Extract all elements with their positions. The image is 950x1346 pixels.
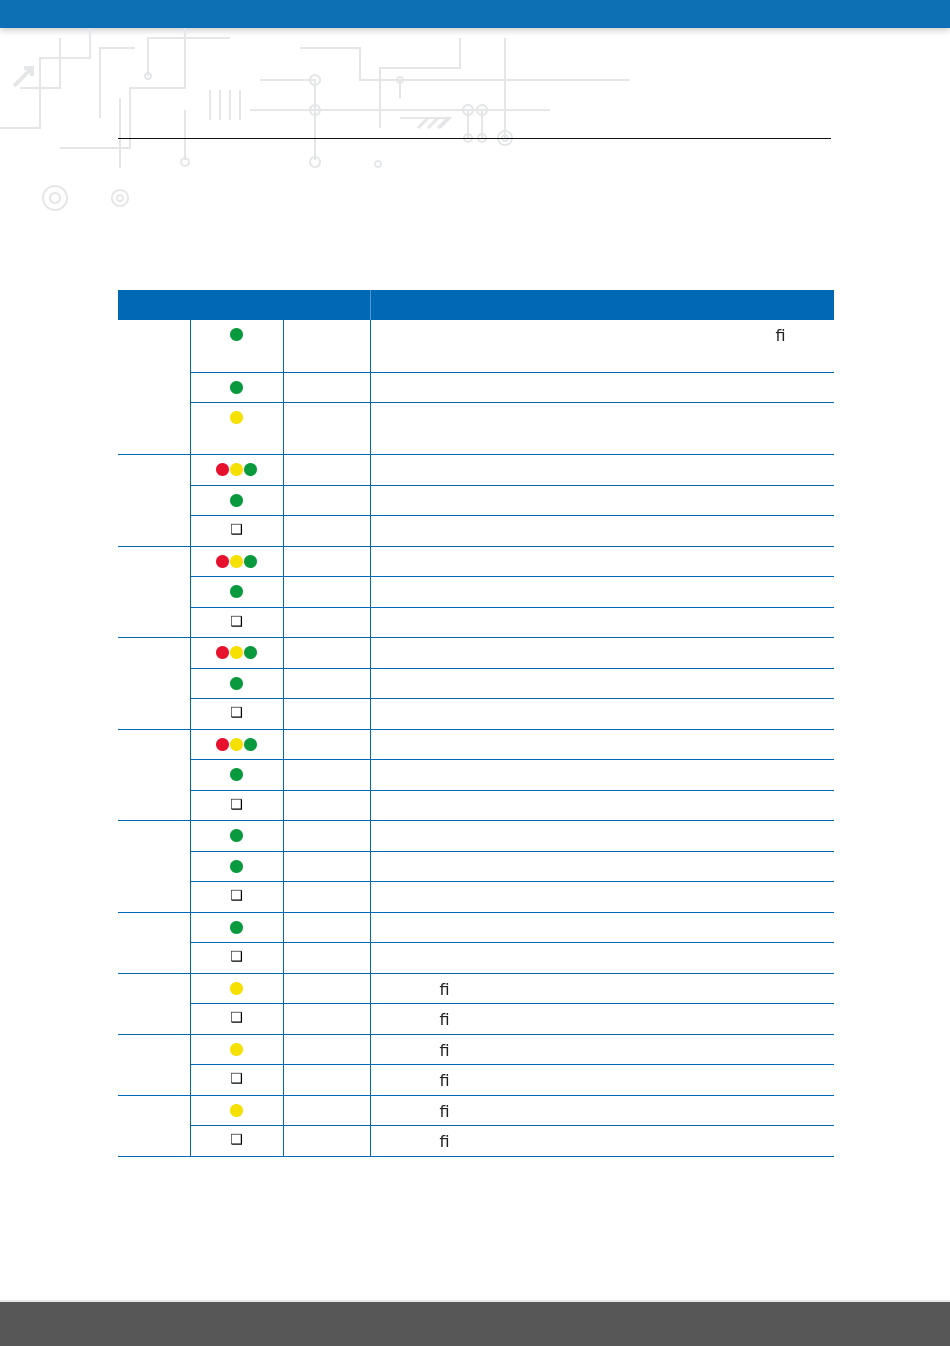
table-header-led	[118, 290, 370, 320]
table-row	[118, 372, 834, 403]
description-cell	[370, 790, 834, 821]
led-green-icon	[230, 860, 243, 873]
table-row	[118, 790, 834, 821]
led-indicator-cell	[190, 546, 283, 577]
led-red-icon	[216, 463, 229, 476]
state-cell	[283, 882, 370, 913]
table-row	[118, 516, 834, 547]
state-cell	[283, 638, 370, 669]
state-cell	[283, 1034, 370, 1065]
led-status-table	[118, 290, 834, 1157]
led-indicator-cell	[190, 760, 283, 791]
led-indicator-cell	[190, 516, 283, 547]
description-cell	[370, 1065, 834, 1096]
state-cell	[283, 546, 370, 577]
led-green-icon	[230, 921, 243, 934]
state-cell	[283, 790, 370, 821]
state-cell	[283, 973, 370, 1004]
table-row	[118, 760, 834, 791]
description-cell	[370, 1004, 834, 1035]
led-green-icon	[230, 829, 243, 842]
table-row	[118, 943, 834, 974]
group-cell	[118, 638, 190, 730]
state-cell	[283, 577, 370, 608]
header-rule	[118, 138, 831, 139]
table-row	[118, 851, 834, 882]
description-cell	[370, 729, 834, 760]
led-yellow-icon	[230, 411, 243, 424]
header-bar	[0, 0, 950, 28]
group-cell	[118, 320, 190, 455]
led-indicator-cell	[190, 821, 283, 852]
group-cell	[118, 729, 190, 821]
table-row	[118, 403, 834, 455]
led-indicator-cell	[190, 729, 283, 760]
led-green-icon	[230, 768, 243, 781]
state-cell	[283, 403, 370, 455]
led-yellow-icon	[230, 1043, 243, 1056]
group-cell	[118, 821, 190, 913]
description-text: fi	[439, 1040, 450, 1060]
table-row	[118, 668, 834, 699]
led-indicator-cell	[190, 455, 283, 486]
led-indicator-cell	[190, 1126, 283, 1157]
led-off-icon: ❑	[230, 949, 243, 965]
led-green-icon	[244, 646, 257, 659]
circuit-decoration	[0, 28, 650, 218]
table-row	[118, 973, 834, 1004]
description-text: fi	[439, 1101, 450, 1121]
table-row	[118, 1095, 834, 1126]
led-green-icon	[230, 677, 243, 690]
led-green-icon	[230, 328, 243, 341]
led-indicator-cell	[190, 320, 283, 372]
table-header-description	[370, 290, 834, 320]
table-row	[118, 1065, 834, 1096]
led-indicator-cell	[190, 577, 283, 608]
led-indicator-cell	[190, 973, 283, 1004]
description-cell	[370, 372, 834, 403]
state-cell	[283, 1095, 370, 1126]
description-cell	[370, 546, 834, 577]
led-indicator-cell	[190, 943, 283, 974]
group-cell	[118, 1095, 190, 1156]
table-header-row	[118, 290, 834, 320]
description-cell	[370, 943, 834, 974]
led-indicator-cell	[190, 882, 283, 913]
description-cell	[370, 455, 834, 486]
group-cell	[118, 546, 190, 638]
table-row	[118, 546, 834, 577]
led-indicator-cell	[190, 1004, 283, 1035]
table-row	[118, 320, 834, 372]
led-indicator-cell	[190, 638, 283, 669]
state-cell	[283, 485, 370, 516]
led-green-icon	[230, 494, 243, 507]
description-cell	[370, 760, 834, 791]
state-cell	[283, 1065, 370, 1096]
led-off-icon: ❑	[230, 522, 243, 538]
table-row	[118, 455, 834, 486]
led-indicator-cell	[190, 403, 283, 455]
state-cell	[283, 943, 370, 974]
led-indicator-cell	[190, 607, 283, 638]
state-cell	[283, 1004, 370, 1035]
table-row	[118, 699, 834, 730]
description-cell	[370, 638, 834, 669]
description-cell	[370, 577, 834, 608]
led-indicator-cell	[190, 372, 283, 403]
state-cell	[283, 699, 370, 730]
description-text: fi	[439, 1132, 450, 1151]
group-cell	[118, 912, 190, 973]
led-red-icon	[216, 738, 229, 751]
led-yellow-icon	[230, 646, 243, 659]
group-cell	[118, 455, 190, 547]
state-cell	[283, 668, 370, 699]
description-cell	[370, 1126, 834, 1157]
led-green-icon	[244, 555, 257, 568]
led-indicator-cell	[190, 1065, 283, 1096]
description-cell	[370, 607, 834, 638]
led-yellow-icon	[230, 463, 243, 476]
led-green-icon	[230, 585, 243, 598]
description-text: fi	[439, 1010, 450, 1029]
led-yellow-icon	[230, 1104, 243, 1117]
description-cell	[370, 882, 834, 913]
table-row	[118, 1126, 834, 1157]
group-cell	[118, 1034, 190, 1095]
led-off-icon: ❑	[230, 1010, 243, 1026]
state-cell	[283, 760, 370, 791]
group-cell	[118, 973, 190, 1034]
table-row	[118, 607, 834, 638]
led-off-icon: ❑	[230, 705, 243, 721]
state-cell	[283, 516, 370, 547]
description-text: fi	[439, 1071, 450, 1090]
description-cell	[370, 699, 834, 730]
table-row	[118, 912, 834, 943]
led-off-icon: ❑	[230, 1132, 243, 1148]
description-cell	[370, 912, 834, 943]
table-row	[118, 1034, 834, 1065]
state-cell	[283, 729, 370, 760]
led-yellow-icon	[230, 738, 243, 751]
description-text: fi	[775, 326, 786, 345]
description-cell	[370, 668, 834, 699]
state-cell	[283, 320, 370, 372]
table-row	[118, 638, 834, 669]
state-cell	[283, 455, 370, 486]
led-indicator-cell	[190, 851, 283, 882]
table-row	[118, 729, 834, 760]
led-green-icon	[244, 463, 257, 476]
led-green-icon	[230, 381, 243, 394]
description-text: fi	[439, 979, 450, 999]
state-cell	[283, 1126, 370, 1157]
description-cell	[370, 485, 834, 516]
description-cell	[370, 1095, 834, 1126]
description-cell	[370, 973, 834, 1004]
table-row	[118, 1004, 834, 1035]
led-green-icon	[244, 738, 257, 751]
state-cell	[283, 912, 370, 943]
table-body	[118, 320, 834, 1156]
description-cell	[370, 403, 834, 455]
led-indicator-cell	[190, 912, 283, 943]
led-red-icon	[216, 555, 229, 568]
description-cell	[370, 320, 834, 372]
led-indicator-cell	[190, 668, 283, 699]
led-off-icon: ❑	[230, 1071, 243, 1087]
footer-bar	[0, 1300, 950, 1346]
table-row	[118, 821, 834, 852]
description-cell	[370, 821, 834, 852]
table-row	[118, 577, 834, 608]
led-off-icon: ❑	[230, 888, 243, 904]
description-cell	[370, 1034, 834, 1065]
led-indicator-cell	[190, 790, 283, 821]
table-row	[118, 882, 834, 913]
led-yellow-icon	[230, 982, 243, 995]
led-indicator-cell	[190, 1034, 283, 1065]
led-yellow-icon	[230, 555, 243, 568]
led-indicator-cell	[190, 485, 283, 516]
state-cell	[283, 607, 370, 638]
description-cell	[370, 516, 834, 547]
led-off-icon: ❑	[230, 613, 243, 630]
state-cell	[283, 851, 370, 882]
state-cell	[283, 821, 370, 852]
led-indicator-cell	[190, 1095, 283, 1126]
table-row	[118, 485, 834, 516]
led-red-icon	[216, 646, 229, 659]
state-cell	[283, 372, 370, 403]
description-cell	[370, 851, 834, 882]
led-indicator-cell	[190, 699, 283, 730]
led-off-icon: ❑	[230, 796, 243, 813]
